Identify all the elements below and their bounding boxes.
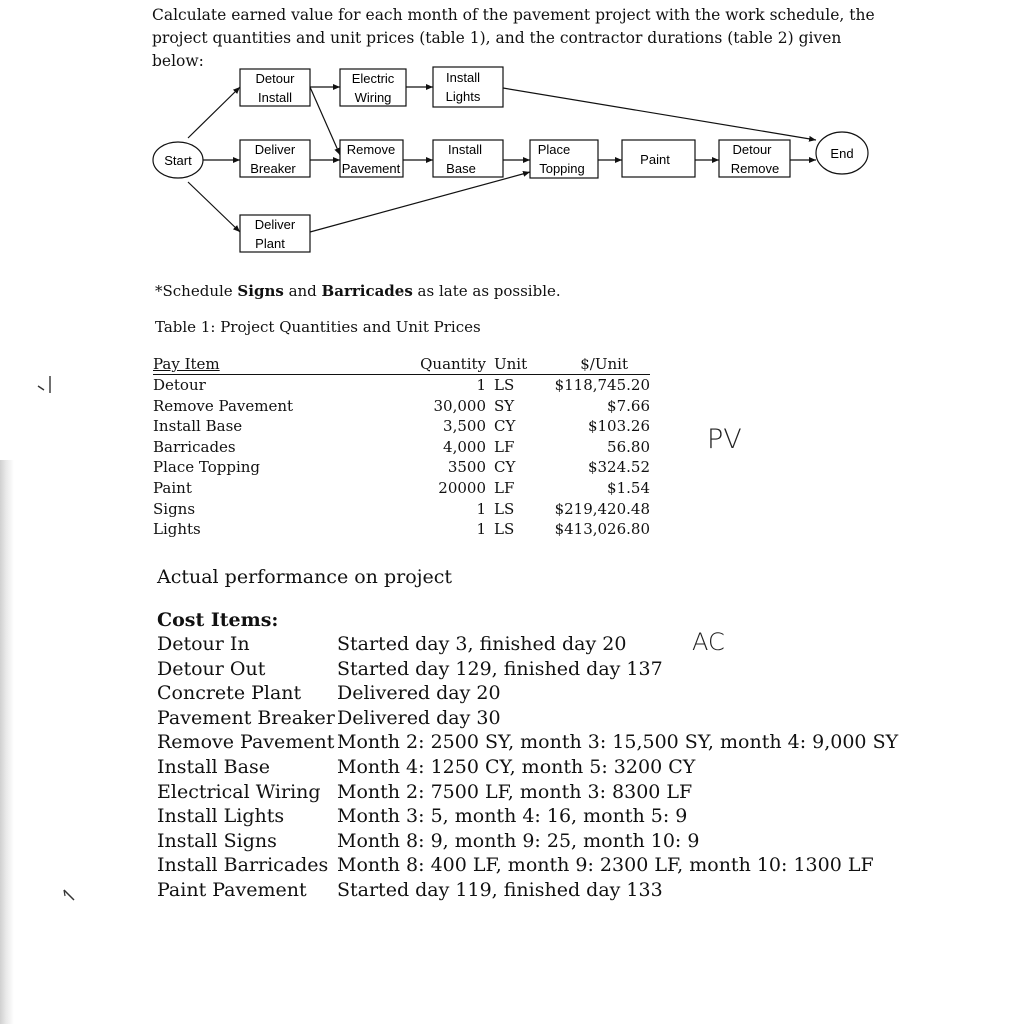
actual-performance-title: Actual performance on project bbox=[157, 566, 453, 588]
network-diagram bbox=[150, 60, 875, 260]
quantities-table bbox=[153, 354, 650, 540]
table-row: Remove Pavement 30,000 SY $7.66 bbox=[153, 396, 650, 415]
svg-text:Remove: Remove bbox=[730, 161, 780, 176]
activity-electric-wiring bbox=[340, 69, 406, 106]
end-label: End bbox=[830, 146, 854, 161]
cost-items-title: Cost Items: bbox=[157, 609, 279, 631]
svg-text:Detour: Detour bbox=[255, 71, 295, 86]
svg-text:Pavement: Pavement bbox=[341, 161, 401, 176]
scheduling-note: *Schedule Signs and Barricades as late as possible. bbox=[155, 282, 561, 300]
pen-tick-icon bbox=[62, 886, 84, 908]
list-item: Pavement Breaker Delivered day 30 bbox=[157, 706, 501, 729]
svg-text:Paint: Paint bbox=[640, 152, 670, 167]
table-caption: Table 1: Project Quantities and Unit Prices bbox=[155, 318, 481, 336]
list-item: Detour In Started day 3, finished day 20 bbox=[157, 633, 627, 655]
list-item: Install Lights Month 3: 5, month 4: 16, month 5: 9 bbox=[157, 805, 688, 828]
table-row: Lights 1 LS $413,026.80 bbox=[153, 520, 650, 539]
col-pay-item: Pay Item bbox=[153, 354, 398, 375]
list-item: Remove Pavement Month 2: 2500 SY, month 3: 15,500 SY, month 4: 9,000 SY bbox=[157, 731, 899, 754]
cost-items-list bbox=[157, 632, 898, 903]
table-row: Detour 1 LS $118,745.20 bbox=[153, 376, 650, 394]
svg-text:Place: Place bbox=[537, 142, 571, 157]
list-item: Detour Out Started day 129, finished day 137 bbox=[157, 657, 663, 680]
list-item: Install Signs Month 8: 9, month 9: 25, month 10: 9 bbox=[157, 829, 700, 852]
col-price: $/Unit bbox=[538, 354, 650, 375]
activity-deliver-breaker bbox=[240, 140, 310, 177]
svg-text:Lights: Lights bbox=[445, 89, 481, 104]
col-unit: Unit bbox=[486, 354, 538, 375]
list-item: Install Barricades Month 8: 400 LF, month 9: 2300 LF, month 10: 1300 LF bbox=[157, 854, 874, 877]
svg-text:Deliver: Deliver bbox=[254, 142, 296, 157]
activity-remove-pavement bbox=[340, 140, 403, 177]
problem-statement: Calculate earned value for each month of the pavement project with the work schedule, the project quantities and unit prices (table 1), and the contractor durations (table 2) given below: bbox=[152, 6, 875, 70]
svg-text:Plant: Plant bbox=[255, 236, 285, 251]
svg-text:Base: Base bbox=[446, 161, 476, 176]
svg-text:Topping: Topping bbox=[539, 161, 585, 176]
list-item: Paint Pavement Started day 119, finished day 133 bbox=[157, 878, 663, 901]
list-item: Install Base Month 4: 1250 CY, month 5: 3200 CY bbox=[157, 755, 696, 778]
activity-deliver-plant bbox=[240, 215, 310, 252]
svg-text:Electric: Electric bbox=[351, 71, 395, 86]
svg-text:Detour: Detour bbox=[732, 142, 772, 157]
table-header-row bbox=[153, 354, 650, 375]
col-quantity: Quantity bbox=[398, 354, 486, 375]
activity-paint bbox=[622, 140, 695, 177]
handwritten-pv: PV bbox=[707, 424, 742, 455]
activity-install-base bbox=[433, 140, 503, 177]
svg-text:Install: Install bbox=[258, 90, 292, 105]
activity-place-topping bbox=[530, 140, 598, 178]
svg-text:Deliver: Deliver bbox=[254, 217, 296, 232]
svg-text:Install: Install bbox=[446, 70, 480, 85]
activity-detour-remove bbox=[719, 140, 790, 177]
table-row: Barricades 4,000 LF 56.80 bbox=[153, 437, 650, 456]
table-row: Paint 20000 LF $1.54 bbox=[153, 478, 650, 497]
pen-mark-icon bbox=[36, 372, 58, 396]
table-row: Install Base 3,500 CY $103.26 bbox=[153, 417, 650, 436]
list-item: Concrete Plant Delivered day 20 bbox=[157, 682, 501, 705]
svg-text:Install: Install bbox=[448, 142, 482, 157]
list-item: Electrical Wiring Month 2: 7500 LF, month 3: 8300 LF bbox=[157, 780, 693, 803]
activity-detour-install bbox=[240, 69, 310, 106]
svg-text:Wiring: Wiring bbox=[354, 90, 392, 105]
activity-install-lights bbox=[433, 67, 503, 107]
scan-edge-shadow bbox=[0, 460, 14, 1024]
svg-text:Breaker: Breaker bbox=[250, 161, 296, 176]
table-row: Signs 1 LS $219,420.48 bbox=[153, 499, 650, 518]
svg-text:Remove: Remove bbox=[346, 142, 396, 157]
table-row: Place Topping 3500 CY $324.52 bbox=[153, 458, 650, 477]
handwritten-ac: AC bbox=[692, 628, 725, 656]
start-label: Start bbox=[164, 153, 192, 168]
